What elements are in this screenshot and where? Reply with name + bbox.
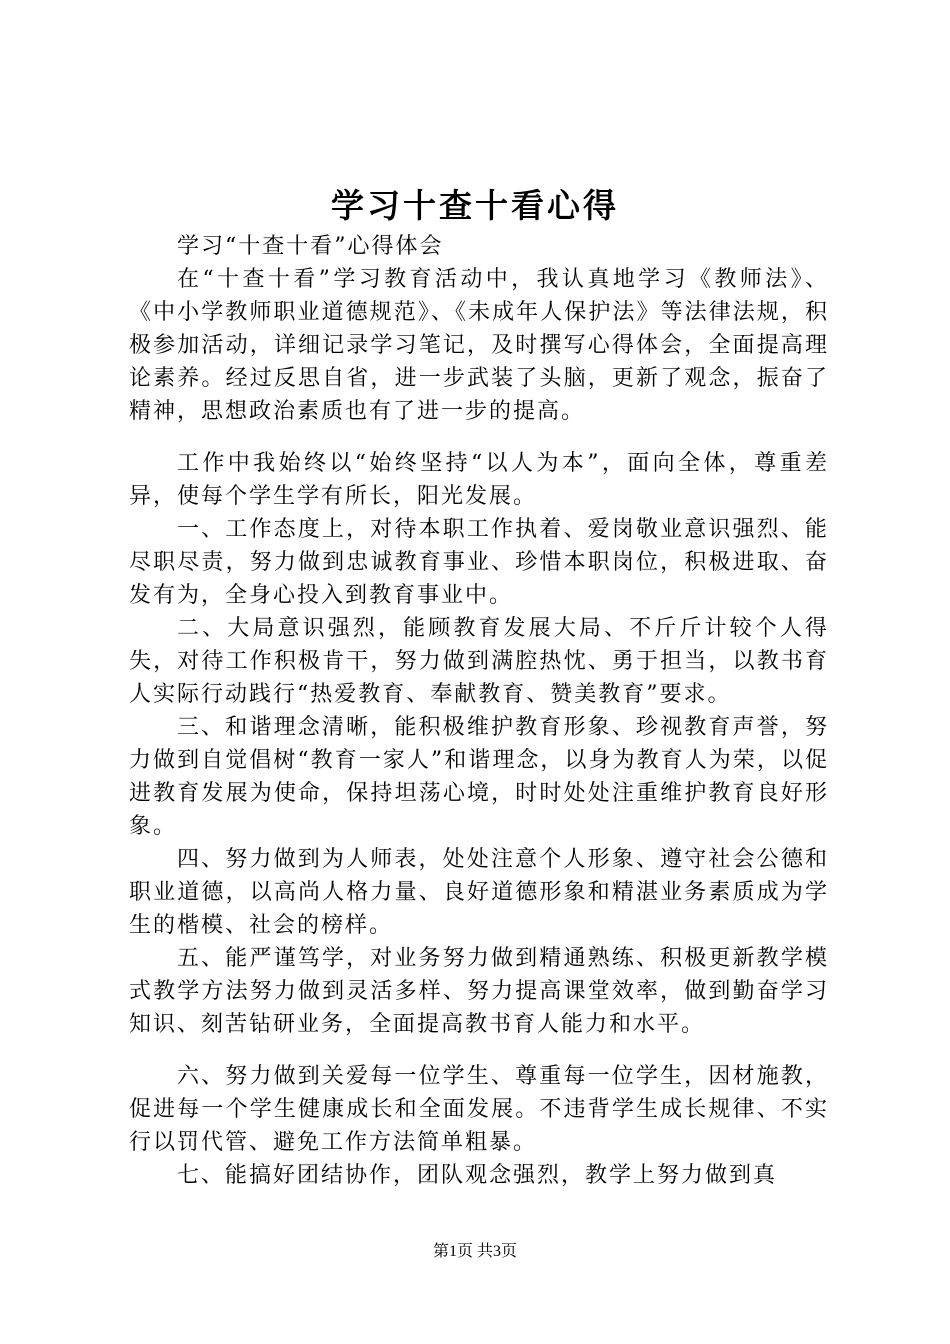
- page-number-footer: 第1页 共3页: [432, 1243, 517, 1260]
- paragraph-principle: 工作中我始终以“始终坚持“以人为本”，面向全体，尊重差异，使每个学生学有所长，阳光发展。: [129, 451, 829, 509]
- paragraph-item-3: 三、和谐理念清晰，能积极维护教育形象、珍视教育声誉，努力做到自觉倡树“教育一家人”和谐理念，以身为教育人为荣，以促进教育发展为使命，保持坦荡心境，时时处处注重维护教育良好形象。: [129, 715, 829, 839]
- document-subtitle: 学习“十查十看”心得体会: [177, 234, 444, 259]
- paragraph-item-5: 五、能严谨笃学，对业务努力做到精通熟练、积极更新教学模式教学方法努力做到灵活多样、努力提高课堂效率，做到勤奋学习知识、刻苦钻研业务，全面提高教书育人能力和水平。: [129, 946, 829, 1037]
- paragraph-item-1: 一、工作态度上，对待本职工作执着、爱岗敬业意识强烈、能尽职尽责，努力做到忠诚教育事业、珍惜本职岗位，积极进取、奋发有为，全身心投入到教育事业中。: [129, 517, 829, 608]
- document-title: 学习十查十看心得: [331, 186, 619, 225]
- paragraph-intro: 在“十查十看”学习教育活动中，我认真地学习《教师法》、《中小学教师职业道德规范》、《未成年人保护法》等法律法规，积极参加活动，详细记录学习笔记，及时撰写心得体会，全面提高理论素养。经过反思自省，进一步武装了头脑，更新了观念，振奋了精神，思想政治素质也有了进一步的提高。: [129, 267, 829, 424]
- paragraph-item-7: 七、能搞好团结协作，团队观念强烈，教学上努力做到真: [177, 1163, 778, 1188]
- paragraph-item-2: 二、大局意识强烈，能顾教育发展大局、不斤斤计较个人得失，对待工作积极肯干，努力做到满腔热忱、勇于担当，以教书育人实际行动践行“热爱教育、奉献教育、赞美教育”要求。: [129, 616, 829, 707]
- document-body: [129, 230, 829, 1192]
- paragraph-item-6: 六、努力做到关爱每一位学生、尊重每一位学生，因材施教，促进每一个学生健康成长和全面发展。不违背学生成长规律、不实行以罚代管、避免工作方法简单粗暴。: [129, 1064, 829, 1155]
- paragraph-item-4: 四、努力做到为人师表，处处注意个人形象、遵守社会公德和职业道德，以高尚人格力量、良好道德形象和精湛业务素质成为学生的楷模、社会的榜样。: [129, 847, 829, 938]
